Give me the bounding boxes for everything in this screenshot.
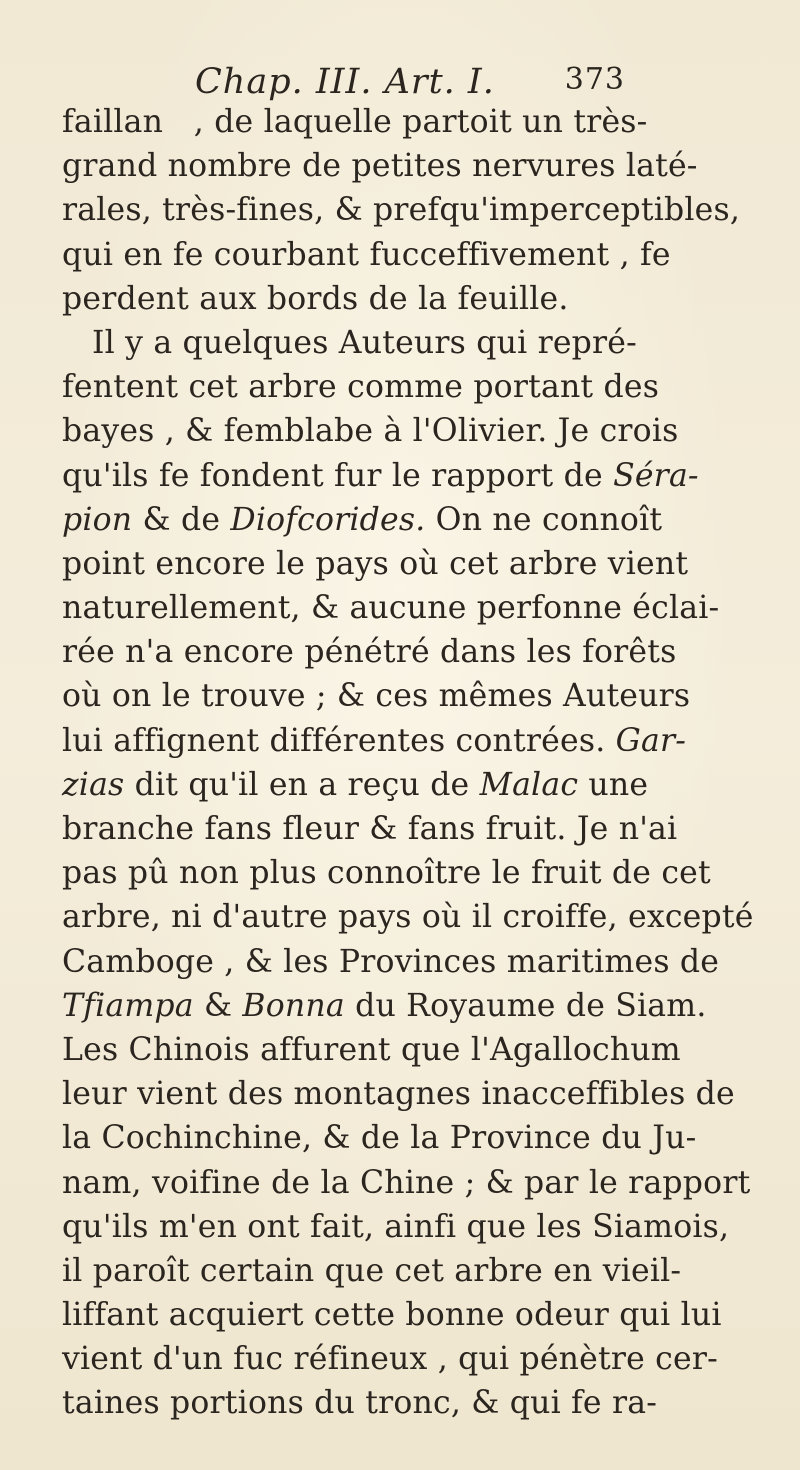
text-line <box>62 1205 730 1249</box>
text-run: arbre, ni d'autre pays où il croiffe, excepté <box>62 899 754 936</box>
text-run: du Royaume de Siam. <box>344 987 707 1024</box>
text-run: la Cochinchine, & de la Province du Ju- <box>62 1120 697 1157</box>
text-line <box>62 1249 712 1293</box>
text-run: taines portions du tronc, & qui fe ra- <box>62 1385 658 1422</box>
text-line <box>62 1161 751 1205</box>
text-run: point encore le pays où cet arbre vient <box>62 545 689 582</box>
italic-text-run: zias <box>62 766 125 803</box>
text-line <box>62 1072 735 1116</box>
text-run: Les Chinois affurent que l'Agallochum <box>62 1031 681 1068</box>
text-line <box>62 1381 712 1425</box>
text-run: où on le trouve ; & ces mêmes Auteurs <box>62 678 691 715</box>
text-line <box>62 321 712 365</box>
text-line <box>62 409 712 453</box>
text-run: pas pû non plus connoître le fruit de cet <box>62 855 711 892</box>
text-line <box>62 1028 712 1072</box>
text-run: qu'ils m'en ont fait, ainfi que les Siamois, <box>62 1208 730 1245</box>
text-run: grand nombre de petites nervures laté- <box>62 148 698 185</box>
text-run: une <box>578 766 649 803</box>
text-run: On ne connoît <box>425 501 663 538</box>
text-line <box>62 674 712 718</box>
text-run: Il y a quelques Auteurs qui repré- <box>92 324 637 361</box>
text-run: & <box>193 987 243 1024</box>
text-run: fentent cet arbre comme portant des <box>62 369 660 406</box>
text-run: Camboge , & les Provinces maritimes de <box>62 943 720 980</box>
italic-text-run: Bonna <box>242 987 345 1024</box>
text-line <box>62 895 754 939</box>
text-run: perdent aux bords de la feuille. <box>62 280 569 317</box>
text-line <box>62 188 741 232</box>
text-run: nam, voifine de la Chine ; & par le rapport <box>62 1164 751 1201</box>
text-run: naturellement, & aucune perfonne éclai- <box>62 590 720 627</box>
text-line <box>62 630 712 674</box>
text-line <box>62 498 712 542</box>
italic-text-run: Diofcorides. <box>230 501 426 538</box>
page-number: 373 <box>564 62 625 97</box>
text-run: qui en fe courbant fucceffivement , fe <box>62 236 671 273</box>
text-line <box>62 851 712 895</box>
text-run: dit qu'il en a reçu de <box>124 766 480 803</box>
text-line <box>62 807 712 851</box>
text-run: rales, très-fines, & prefqu'imperceptibles, <box>62 192 741 229</box>
text-line <box>62 277 712 321</box>
text-run: qu'ils fe fondent fur le rapport de <box>62 457 614 494</box>
text-line <box>62 542 712 586</box>
text-run: faillan , de laquelle partoit un très- <box>62 104 648 140</box>
text-line <box>62 1337 718 1381</box>
text-line <box>62 984 712 1028</box>
text-line <box>62 454 712 498</box>
text-run: rée n'a encore pénétré dans les forêts <box>62 634 677 671</box>
text-line <box>62 233 712 277</box>
italic-text-run: Malac <box>479 766 579 803</box>
text-line <box>62 763 712 807</box>
text-run: il paroît certain que cet arbre en vieil- <box>62 1252 682 1289</box>
text-line <box>62 100 712 144</box>
italic-text-run: Séra- <box>613 457 699 494</box>
italic-text-run: Gar- <box>615 722 687 759</box>
text-run: branche fans fleur & fans fruit. Je n'ai <box>62 811 678 847</box>
text-line <box>62 144 712 188</box>
text-run: vient d'un fuc réfineux , qui pénètre cer- <box>62 1341 718 1378</box>
running-title: Chap. III. Art. I. <box>195 62 495 102</box>
text-run: bayes , & femblabe à l'Olivier. Je crois <box>62 413 679 450</box>
text-run: leur vient des montagnes inacceffibles de <box>62 1076 735 1113</box>
text-line <box>62 1116 712 1160</box>
italic-text-run: pion <box>62 501 133 538</box>
text-line <box>62 719 712 763</box>
text-run: & de <box>132 501 231 538</box>
text-line <box>62 1293 722 1337</box>
text-line <box>62 365 712 409</box>
text-line <box>62 586 720 630</box>
text-run: liffant acquiert cette bonne odeur qui lui <box>62 1297 722 1334</box>
body-text <box>62 100 754 1426</box>
text-run: lui affignent différentes contrées. <box>62 722 616 759</box>
italic-text-run: Tfiampa <box>62 987 194 1024</box>
text-line <box>62 940 720 984</box>
